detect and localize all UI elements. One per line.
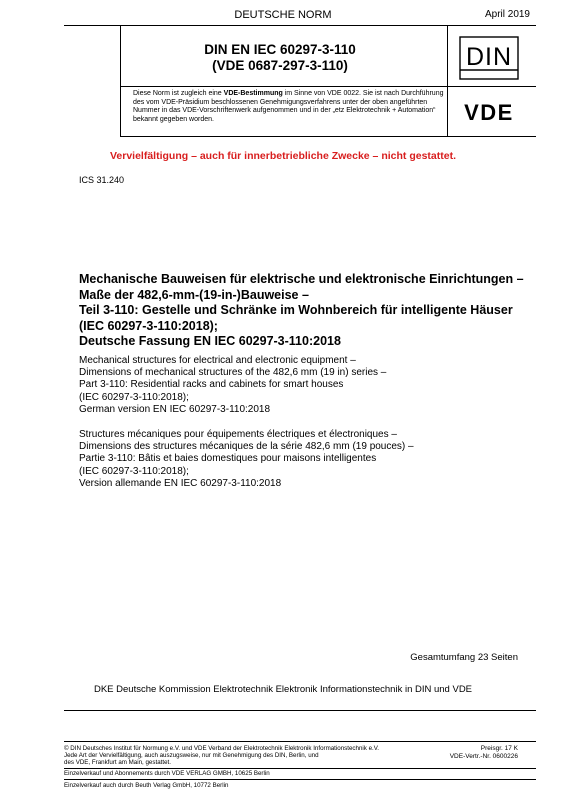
din-logo-graphic: [459, 36, 519, 80]
vde-logo-graphic: [457, 101, 521, 123]
title-french-line: Partie 3-110: Bâtis et baies domestiques pour maisons intelligentes: [79, 453, 377, 465]
vde-note-suffix: im Sinne von VDE 0022. Sie ist nach Durchführung des vom VDE-Präsidium beschlossenen Genehmigungsverfahrens unter der oben angeführten Nummer in das VDE-Vorschriftenwerk aufgenommen und in der „etz Elektrotechnik + Automation“ bekannt gegeben worden.: [133, 90, 444, 123]
reproduction-warning: Vervielfältigung – auch für innerbetriebliche Zwecke – nicht gestattet.: [109, 150, 456, 162]
sales-line-vde: Einzelverkauf und Abonnements durch VDE VERLAG GMBH, 10625 Berlin: [64, 770, 270, 777]
sales-rule-1: [64, 768, 536, 769]
standard-number: [120, 42, 440, 74]
sales-line-beuth: Einzelverkauf auch durch Beuth Verlag GmbH, 10772 Berlin: [64, 782, 229, 789]
copyright-line: © DIN Deutsches Institut für Normung e.V. und VDE Verband der Elektrotechnik Elektronik Informationstechnik e.V.: [64, 745, 380, 752]
standard-number-din: DIN EN IEC 60297-3-110: [204, 42, 356, 57]
title-french-line: Version allemande EN IEC 60297-3-110:2018: [79, 477, 282, 489]
title-french-line: (IEC 60297-3-110:2018);: [79, 465, 189, 477]
ics-code: ICS 31.240: [79, 175, 125, 185]
vde-note-prefix: Diese Norm ist zugleich eine: [133, 90, 224, 97]
dke-committee: DKE Deutsche Kommission Elektrotechnik Elektronik Informationstechnik in DIN und VDE: [93, 684, 473, 695]
title-german-line: (IEC 60297-3-110:2018);: [79, 318, 218, 333]
footer-rule: [64, 741, 536, 742]
title-french: [79, 429, 539, 490]
title-german-line: Teil 3-110: Gestelle und Schränke im Wohnbereich für intelligente Häuser: [79, 303, 513, 317]
vde-note-bold: VDE-Bestimmung: [223, 90, 283, 97]
copyright-line: Jede Art der Vervielfältigung, auch auszugsweise, nur mit Genehmigung des DIN, Berlin, und: [64, 752, 319, 760]
title-english-line: German version EN IEC 60297-3-110:2018: [79, 403, 271, 415]
din-logo: [459, 36, 519, 80]
title-french-line: Dimensions des structures mécaniques de la série 482,6 mm (19 pouces) –: [79, 441, 414, 453]
vde-contract-number: VDE-Vertr.-Nr. 0600226: [449, 753, 518, 760]
title-block-top-rule: [120, 25, 536, 26]
title-german: [79, 272, 539, 350]
sales-rule-2: [64, 779, 536, 780]
total-pages: Gesamtumfang 23 Seiten: [410, 652, 518, 663]
title-english-line: (IEC 60297-3-110:2018);: [79, 391, 189, 403]
title-english-line: Dimensions of mechanical structures of the 482,6 mm (19 in) series –: [79, 367, 387, 379]
vde-logo: [457, 101, 521, 123]
price-info: [450, 745, 518, 761]
din-logo-text: DIN: [465, 43, 513, 71]
title-english: [79, 355, 539, 416]
title-english-line: Mechanical structures for electrical and electronic equipment –: [79, 355, 356, 366]
document-type: DEUTSCHE NORM: [234, 9, 332, 21]
title-german-line: Mechanische Bauweisen für elektrische und elektronische Einrichtungen –: [79, 272, 524, 286]
dke-rule: [64, 710, 536, 711]
title-french-line: Structures mécaniques pour équipements électriques et électroniques –: [79, 429, 397, 440]
title-german-line: Deutsche Fassung EN IEC 60297-3-110:2018: [79, 334, 341, 348]
title-block-divider-rule: [447, 25, 448, 137]
standard-number-vde: (VDE 0687-297-3-110): [212, 58, 348, 73]
title-english-line: Part 3-110: Residential racks and cabinets for smart houses: [79, 379, 344, 391]
copyright-line: des VDE, Frankfurt am Main, gestattet.: [64, 759, 171, 767]
title-block-mid-rule: [120, 86, 536, 87]
publication-date: April 2019: [484, 9, 530, 20]
title-block-bottom-rule: [120, 136, 536, 137]
vde-note: [133, 90, 447, 124]
price-group: Preisgr. 17 K: [480, 745, 518, 752]
title-german-line: Maße der 482,6-mm-(19-in-)Bauweise –: [79, 287, 309, 302]
vde-logo-text: VDE: [464, 101, 514, 123]
copyright-notice: [64, 745, 424, 767]
